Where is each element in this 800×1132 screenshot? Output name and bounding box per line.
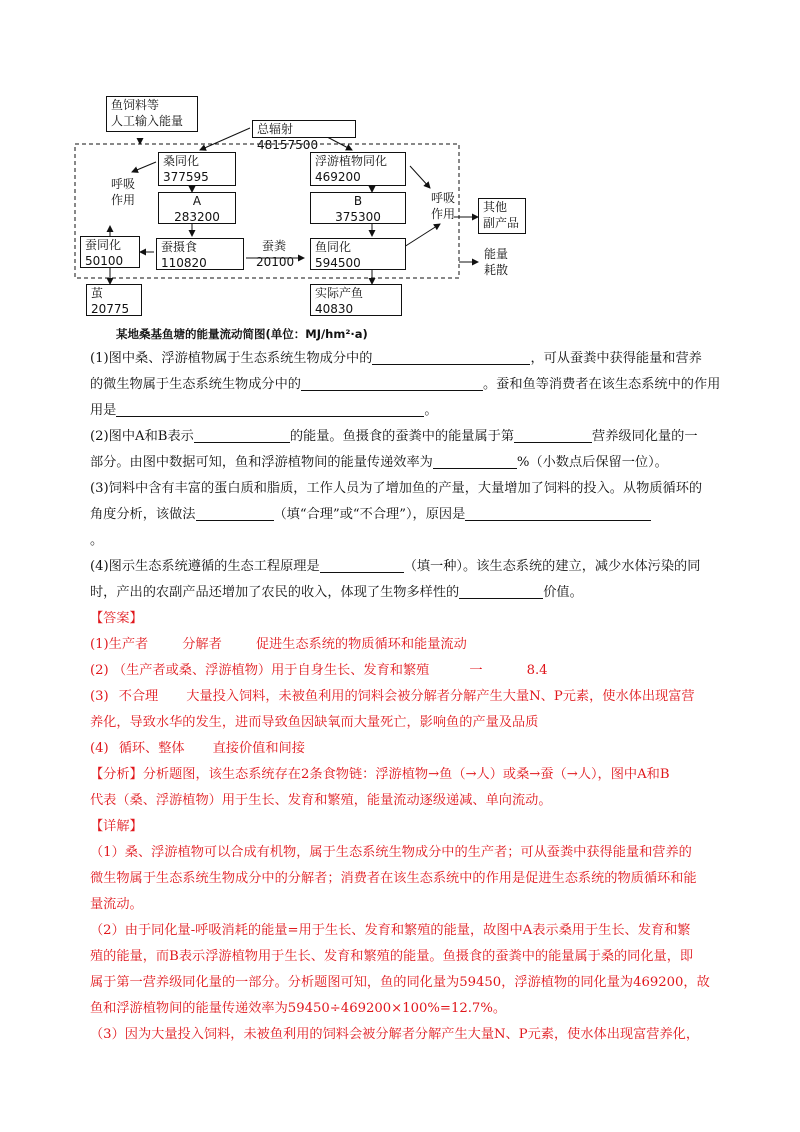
- b-title: B: [353, 194, 363, 208]
- detail-p2-line-2: 殖的能量，而B表示浮游植物用于生长、发育和繁殖的能量。鱼摄食的蚕粪中的能量属于桑的同化量，即: [90, 949, 694, 964]
- energy-loss-line-2: 耗散: [484, 263, 509, 277]
- mulberry-box: [158, 152, 236, 186]
- question-2-line-2: [90, 450, 710, 476]
- mulberry-value: 377595: [163, 170, 209, 184]
- answer-heading: 【答案】: [90, 611, 143, 626]
- b-box: [310, 192, 406, 224]
- total-radiation-label: 总辐射48157500: [257, 122, 319, 152]
- actual-fish-value: 40830: [315, 302, 354, 316]
- silkworm-intake-title: 蚕摄食: [161, 240, 198, 254]
- answer-3-line-1: [90, 684, 710, 710]
- fish-title: 鱼同化: [315, 240, 352, 254]
- respiration-right-line-1: 呼吸: [430, 191, 455, 205]
- respiration-left-line-2: 作用: [110, 193, 135, 207]
- silkworm-assim-value: 50100: [85, 254, 124, 268]
- diagram-caption: 某地桑基鱼塘的能量流动简图(单位：MJ/hm²·a): [116, 327, 368, 341]
- fish-value: 594500: [315, 256, 361, 270]
- q1-text-a: (1)图中桑、浮游植物属于生态系统生物成分中的: [90, 351, 373, 366]
- question-1-line-2: [90, 372, 721, 398]
- answer-4: [90, 736, 710, 762]
- answer-2-part-1: (2) （生产者或桑、浮游植物）用于自身生长、发育和繁殖: [90, 663, 430, 678]
- answer-1-part-3: 促进生态系统的物质循环和能量流动: [255, 637, 467, 652]
- q3-text-a: (3)饲料中含有丰富的蛋白质和脂质，工作人员为了增加鱼的产量，大量增加了饲料的投入。从物质循环的: [90, 481, 703, 496]
- q2-blank-3[interactable]: [433, 454, 517, 469]
- q3-text-b: 角度分析，该做法: [90, 507, 196, 522]
- q4-text-b: （填一种）。该生态系统的建立，减少水体污染的同: [403, 559, 701, 574]
- q2-blank-2[interactable]: [514, 428, 592, 443]
- answer-4-part-1: (4): [90, 741, 109, 756]
- q2-text-e: %（小数点后保留一位）。: [516, 455, 668, 470]
- q3-blank-1[interactable]: [196, 506, 274, 521]
- question-4-line-2: [90, 580, 710, 606]
- answer-2: [90, 658, 710, 684]
- a-value: 283200: [174, 210, 220, 224]
- q1-text-c: 的微生物属于生态系统生物成分中的: [90, 377, 301, 392]
- answer-3-part-3: 大量投入饲料，未被鱼利用的饲料会被分解者分解产生大量N、P元素，使水体出现富营: [186, 689, 695, 704]
- plankton-title: 浮游植物同化: [315, 154, 388, 168]
- detail-p2-line-4: 鱼和浮游植物间的能量传递效率为59450÷469200×100%=12.7%。: [90, 1001, 507, 1016]
- q3-blank-2[interactable]: [465, 506, 651, 521]
- answer-1: [90, 632, 710, 658]
- detail-p1-line-1: （1）桑、浮游植物可以合成有机物，属于生态系统生物成分中的生产者；可从蚕粪中获得能量和营养的: [90, 845, 692, 860]
- respiration-left: [98, 176, 148, 210]
- q4-text-d: 价值。: [543, 585, 583, 600]
- q4-blank-1[interactable]: [320, 558, 404, 573]
- feces-label: [252, 238, 308, 272]
- mulberry-title: 桑同化: [163, 154, 200, 168]
- question-3-line-1: [90, 476, 710, 502]
- question-3-line-3: [90, 528, 710, 554]
- answer-1-part-2: 分解者: [182, 637, 222, 652]
- plankton-value: 469200: [315, 170, 361, 184]
- q1-text-e: 用是: [90, 403, 117, 418]
- energy-flow-diagram: [70, 92, 550, 324]
- input-energy-box: [106, 96, 198, 132]
- input-line-1: 鱼饲料等: [111, 98, 160, 112]
- detail-heading: 【详解】: [90, 819, 143, 834]
- q2-text-c: 营养级同化量的一: [592, 429, 698, 444]
- q1-blank-1[interactable]: [372, 350, 530, 365]
- silkworm-intake-box: [156, 238, 244, 270]
- energy-loss-label: [480, 246, 524, 280]
- analysis-label: 【分析】: [90, 767, 143, 782]
- q1-text-f: 。: [424, 403, 438, 418]
- detail-p1-line-2: 微生物属于生态系统生物成分中的分解者；消费者在该生态系统中的作用是促进生态系统的物质循环和能: [90, 871, 697, 886]
- question-3-line-2: [90, 502, 710, 528]
- plankton-box: [310, 152, 406, 186]
- answer-2-part-2: 一: [469, 663, 483, 678]
- other-products-line-1: 其他: [483, 200, 508, 214]
- q1-text-d: 。蚕和鱼等消费者在该生态系统中的作用: [483, 377, 721, 392]
- question-2-line-1: [90, 424, 710, 450]
- energy-loss-line-1: 能量: [484, 247, 509, 261]
- b-value: 375300: [335, 210, 381, 224]
- q3-text-d: 。: [90, 533, 104, 548]
- answer-3-part-1: (3): [90, 689, 109, 704]
- respiration-right-line-2: 作用: [430, 207, 455, 221]
- cocoon-value: 20775: [91, 302, 130, 316]
- q4-blank-2[interactable]: [459, 584, 543, 599]
- cocoon-title: 茧: [91, 286, 104, 300]
- question-1-line-1: [90, 346, 710, 372]
- q4-text-a: (4)图示生态系统遵循的生态工程原理是: [90, 559, 320, 574]
- detail-p3-line-1: （3）因为大量投入饲料，未被鱼利用的饲料会被分解者分解产生大量N、P元素，使水体出现富营养化，: [90, 1027, 700, 1042]
- answer-2-part-3: 8.4: [526, 663, 548, 678]
- q2-text-b: 的能量。鱼摄食的蚕粪中的能量属于第: [289, 429, 515, 444]
- answer-1-part-1: (1)生产者: [90, 637, 149, 652]
- silkworm-intake-value: 110820: [161, 256, 207, 270]
- silkworm-assim-title: 蚕同化: [85, 238, 122, 252]
- q4-text-c: 时，产出的农副产品还增加了农民的收入，体现了生物多样性的: [90, 585, 460, 600]
- q1-text-b: ，可从蚕粪中获得能量和营养: [530, 351, 702, 366]
- feces-title: 蚕粪: [262, 239, 287, 253]
- respiration-right: [422, 190, 464, 224]
- q2-text-a: (2)图中A和B表示: [90, 429, 194, 444]
- respiration-left-line-1: 呼吸: [110, 177, 135, 191]
- answer-3-line-2: 养化，导致水华的发生，进而导致鱼因缺氧而大量死亡，影响鱼的产量及品质: [90, 715, 539, 730]
- fish-box: [310, 238, 406, 270]
- silkworm-assim-box: [80, 236, 140, 268]
- q2-text-d: 部分。由图中数据可知，鱼和浮游植物间的能量传递效率为: [90, 455, 433, 470]
- answer-4-part-2: 循环、整体: [118, 741, 185, 756]
- other-products-line-2: 副产品: [483, 216, 520, 230]
- input-line-2: 人工输入能量: [111, 114, 184, 128]
- detail-p2-line-1: （2）由于同化量-呼吸消耗的能量=用于生长、发育和繁殖的能量，故图中A表示桑用于生长、发育和繁: [90, 923, 691, 938]
- question-1-line-3: [90, 398, 710, 424]
- question-4-line-1: [90, 554, 710, 580]
- questions-section: [90, 346, 721, 1048]
- analysis-line-1: [90, 762, 710, 788]
- analysis-line-2: 代表（桑、浮游植物）用于生长、发育和繁殖，能量流动逐级递减、单向流动。: [90, 793, 552, 808]
- answer-4-part-3: 直接价值和间接: [212, 741, 305, 756]
- actual-fish-box: [310, 284, 402, 316]
- q1-blank-3[interactable]: [116, 402, 424, 417]
- q2-blank-1[interactable]: [194, 428, 290, 443]
- a-box: [158, 192, 236, 224]
- total-radiation-box: [252, 120, 356, 152]
- q3-text-c: （填“合理”或“不合理”），原因是: [273, 507, 466, 522]
- answer-3-part-2: 不合理: [118, 689, 159, 704]
- actual-fish-title: 实际产鱼: [315, 286, 364, 300]
- a-title: A: [192, 194, 202, 208]
- analysis-text-1: 分析题图，该生态系统存在2条食物链：浮游植物→鱼（→人）或桑→蚕（→人），图中A和B: [142, 767, 670, 782]
- other-products-box: [478, 198, 526, 234]
- detail-p2-line-3: 属于第一营养级同化量的一部分。分析题图可知，鱼的同化量为59450，浮游植物的同化量为469200，故: [90, 975, 710, 990]
- feces-value: 20100: [256, 255, 295, 269]
- q1-blank-2[interactable]: [301, 376, 483, 391]
- cocoon-box: [86, 284, 142, 316]
- detail-p1-line-3: 量流动。: [90, 897, 143, 912]
